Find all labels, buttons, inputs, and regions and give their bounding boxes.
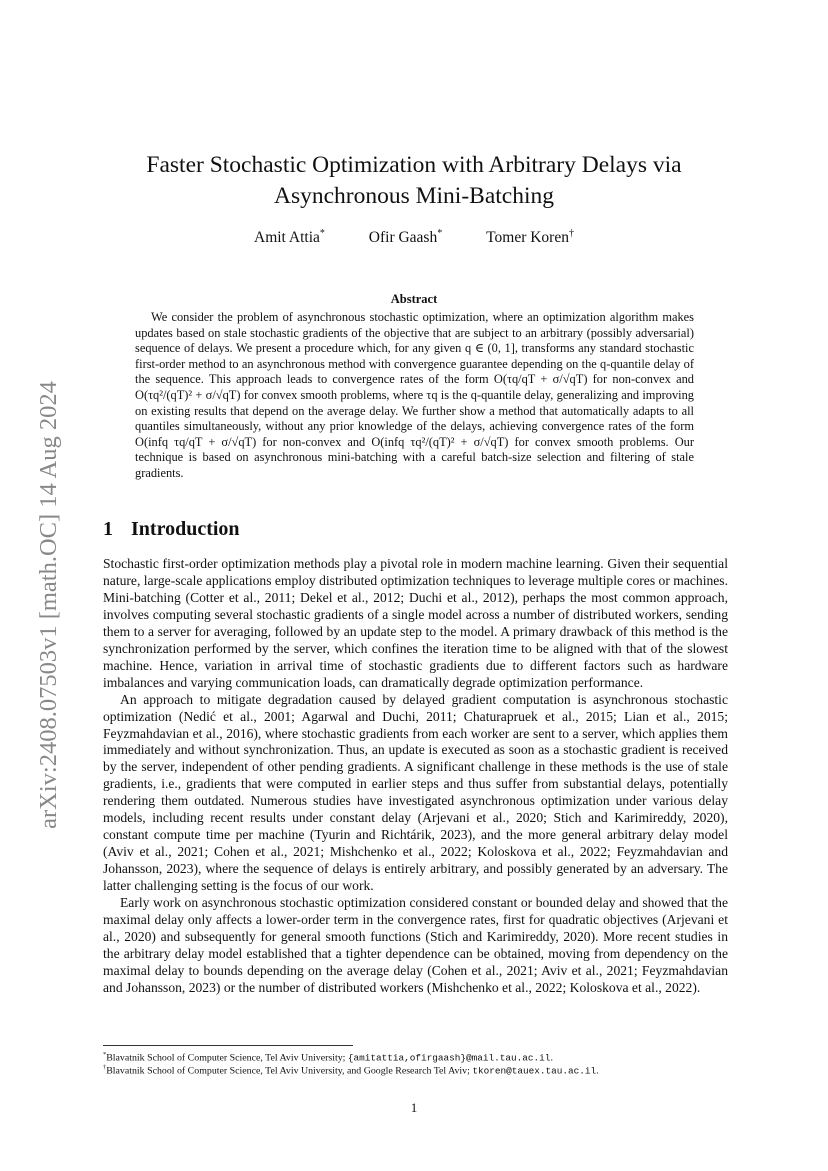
author-name: Tomer Koren [486,229,569,247]
paragraph: Stochastic first-order optimization methods play a pivotal role in modern machine learning. Given their sequential nature, large-scale applications employ distributed optimization techniques to leverage multiple cores or machines. Mini-batching (Cotter et al., 2011; Dekel et al., 2012; Duchi et al., 2012), perhaps the most common approach, involves computing several stochastic gradients of a single model across a number of distributed workers, sending them to a server for averaging, followed by an update step to the model. A primary drawback of this method is the synchronization performed by the server, which confines the iteration time to be aligned with that of the slowest machine. Hence, variation in arrival time of stochastic gradients due to different factors such as hardware imbalances and varying communication loads, can dramatically degrade optimization performance. [103,556,728,690]
footnote-rule [103,1045,353,1046]
footnote [103,1062,728,1077]
abstract-heading: Abstract [390,292,438,306]
abstract-text: We consider the problem of asynchronous stochastic optimization, where an optimization algorithm makes updates based on stale stochastic gradients of the objective that are subject to an arbitrary (possibly adversarial) sequence of delays. We present a procedure which, for any given q ∈ (0, 1], transforms any standard stochastic first-order method to an asynchronous method with convergence guarantee depending on the q-quantile delay of the sequence. This approach leads to convergence rates of the form O(τq/qT + σ/√qT) for non-convex and O(τq²/(qT)² + σ/√qT) for convex smooth problems, where τq is the q-quantile delay, generalizing and improving on existing results that depend on the average delay. We further show a method that automatically adapts to all quantiles simultaneously, without any prior knowledge of the delays, achieving convergence rates of the form O(infq τq/qT + σ/√qT) for non-convex and O(infq τq²/(qT)² + σ/√qT) for convex smooth problems. Our technique is based on asynchronous mini-batching with a careful batch-size selection and filtering of stale gradients. [135,310,694,480]
footnote-mark: * [103,1051,107,1058]
arxiv-stamp-text: arXiv:2408.07503v1 [math.OC] 14 Aug 2024 [35,381,62,829]
footnote-email[interactable]: {amitattia,ofirgaash}@mail.tau.ac.il [347,1052,551,1064]
footnote-text: Blavatnik School of Computer Science, Tel Aviv University, and Google Research Tel Aviv; [106,1065,473,1077]
abstract-body [135,310,694,482]
arxiv-stamp-svg [12,340,72,870]
section-title: Introduction [131,518,240,540]
author-mark: * [319,228,325,239]
footnote-end: . [596,1065,599,1077]
paragraph: An approach to mitigate degradation caused by delayed gradient computation is asynchronous stochastic optimization (Nedić et al., 2001; Agarwal and Duchi, 2011; Chaturapruek et al., 2015; Lian et al., 2015; Feyzmahdavian et al., 2016), where stochastic gradients from each worker are sent to a server, which applies them immediately and without synchronization. Thus, an update is executed as soon as a stochastic gradient is received by the server, independent of other pending gradients. A significant challenge in these methods is the use of stale gradients, i.e., gradients that were computed in earlier steps and thus suffer from substantial delays, potentially rendering them outdated. Numerous studies have investigated asynchronous optimization under various delay models, including recent results under constant delay (Arjevani et al., 2020; Stich and Karimireddy, 2020), constant compute time per machine (Tyurin and Richtárik, 2023), and the more general arbitrary delay model (Aviv et al., 2021; Cohen et al., 2021; Mishchenko et al., 2022; Koloskova et al., 2022; Feyzmahdavian and Johansson, 2023), where the sequence of delays is entirely arbitrary, and possibly generated by an adversary. The latter challenging setting is the focus of our work. [103,691,728,894]
page-number: 1 [410,1100,418,1115]
author-name: Amit Attia [254,229,320,247]
author-mark: * [437,228,443,239]
footnote-text: Blavatnik School of Computer Science, Tel Aviv University; [106,1052,348,1064]
author [486,228,574,247]
footnote-email[interactable]: tkoren@tauex.tau.ac.il [472,1065,597,1077]
intro-body [103,556,728,997]
author-mark: † [568,228,574,239]
paragraph: Early work on asynchronous stochastic optimization considered constant or bounded delay and showed that the maximal delay only affects a lower-order term in the convergence rates, first for quadratic objectives (Arjevani et al., 2020) and subsequently for general smooth functions (Stich and Karimireddy, 2020). More recent studies in the arbitrary delay model established that a tighter dependence can be obtained, moving from dependency on the maximal delay to bounds depending on the average delay (Cohen et al., 2021; Aviv et al., 2021; Feyzmahdavian and Johansson, 2023) or the number of distributed workers (Mishchenko et al., 2022; Koloskova et al., 2022). [103,895,728,995]
author-name: Ofir Gaash [368,229,438,247]
footnote-end: . [550,1052,553,1064]
author [369,228,442,247]
author [254,228,325,247]
section-heading [103,518,258,541]
author-list [100,228,728,247]
paper-title: Faster Stochastic Optimization with Arbitrary Delays via Asynchronous Mini-Batching [146,152,682,209]
footnote-mark: † [103,1064,107,1071]
arxiv-stamp [12,340,72,870]
section-number: 1 [103,518,113,540]
